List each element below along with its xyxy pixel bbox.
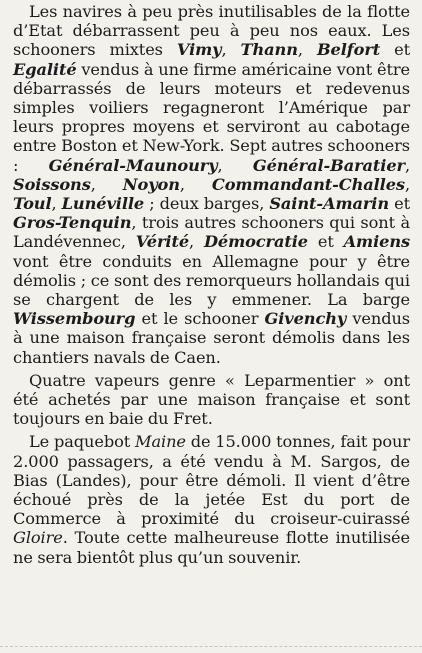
ship-name: Saint-Amarin	[269, 194, 390, 214]
ship-name-run	[49, 156, 218, 175]
ship-name-run	[13, 213, 131, 232]
ship-name: Amiens	[343, 232, 411, 252]
text-run: ,	[189, 232, 204, 252]
ship-name-run	[136, 232, 189, 251]
ship-name-run	[317, 40, 380, 59]
ship-name: Vimy	[176, 40, 222, 60]
ship-name: Soissons	[13, 174, 91, 194]
text-run: et le schooner	[135, 309, 265, 329]
ship-name-run	[13, 309, 135, 328]
text-run: et	[308, 232, 344, 252]
ship-name: Noyon	[122, 174, 180, 194]
ship-name-run	[62, 194, 144, 213]
ship-name-run	[265, 309, 347, 328]
paragraph-liner-maine	[13, 432, 410, 566]
ship-name-run	[13, 175, 91, 194]
ship-name-run	[123, 175, 180, 194]
ship-name-run	[177, 40, 222, 59]
ship-name-run	[13, 194, 52, 213]
ship-name: Général-Baratier	[252, 155, 405, 175]
ship-name-run	[241, 40, 298, 59]
text-run: ,	[217, 155, 253, 175]
text-run: et	[389, 194, 410, 214]
ship-name: Commandant-Challes	[211, 174, 405, 194]
text-run: ; deux barges,	[144, 194, 270, 214]
text-run: vendus à une firme américaine vont être débarrassés de leurs moteurs et redevenus simples voiliers regagneront l’Amérique par leurs propres moyens et serviront au cabotage entre Boston et New-York. Sept autres schooners :	[13, 59, 410, 175]
text-run: . Toute cette malheureuse flotte inutilisée ne sera bientôt plus qu’un souvenir.	[13, 528, 410, 567]
ship-name-run	[269, 194, 389, 213]
ship-name: Gloire	[13, 528, 63, 548]
text-run: Le paquebot	[29, 432, 135, 452]
text-run: ,	[404, 174, 410, 194]
ship-name: Egalité	[13, 59, 77, 79]
text-run: de 15.000 tonnes, fait pour 2.000 passagers, a été vendu à M. Sargos, de Bias (Landes), pour être démoli. Il vient d’être échoué près de la jetée Est du port de Commerce à proximité du croiseur-cuirassé	[13, 432, 410, 529]
text-run: ,	[51, 194, 62, 214]
ship-name: Belfort	[316, 40, 381, 60]
ship-name-run	[13, 60, 77, 79]
ship-name-run	[212, 175, 405, 194]
ship-name: Givenchy	[264, 309, 347, 329]
paragraph-ships-sold	[13, 2, 410, 367]
ship-name-run	[253, 156, 405, 175]
text-run: , trois autres schooners qui sont à Landévennec,	[13, 213, 410, 252]
ship-name: Général-Maunoury	[48, 155, 218, 175]
ship-name: Vérité	[135, 232, 190, 252]
text-run: ,	[179, 174, 212, 194]
ship-name: Gros-Tenquin	[13, 213, 132, 233]
text-run: ,	[404, 155, 411, 175]
ship-name: Lunéville	[61, 194, 145, 214]
ship-name: Démocratie	[203, 232, 308, 252]
ship-name: Maine	[134, 432, 186, 452]
text-run: vendus à une maison française seront démolis dans les chantiers navals de Caen.	[13, 309, 410, 367]
ship-name: Toul	[13, 194, 52, 214]
text-run: Quatre vapeurs genre « Leparmentier » ont été achetés par une maison française et sont toujours en baie du Fret.	[13, 370, 410, 429]
ship-name: Thann	[240, 40, 298, 60]
text-run: et	[380, 40, 411, 60]
text-run: vont être conduits en Allemagne pour y être démolis ; ce sont des remorqueurs hollandais qui se chargent de les y emmener. La barge	[13, 251, 410, 310]
text-run: Les navires à peu près inutilisables de la flotte d’Etat débarrassent peu à peu nos eaux. Les schooners mixtes	[13, 2, 410, 60]
article-column	[13, 2, 410, 571]
text-run: ,	[221, 40, 241, 60]
ship-name-run	[344, 232, 410, 251]
text-run: ,	[297, 40, 317, 60]
text-run: ,	[90, 174, 123, 194]
ship-name: Wissembourg	[13, 309, 136, 329]
ship-name-run	[204, 232, 308, 251]
paragraph-steamers	[13, 371, 410, 429]
cut-off-line-fragment	[0, 646, 422, 653]
